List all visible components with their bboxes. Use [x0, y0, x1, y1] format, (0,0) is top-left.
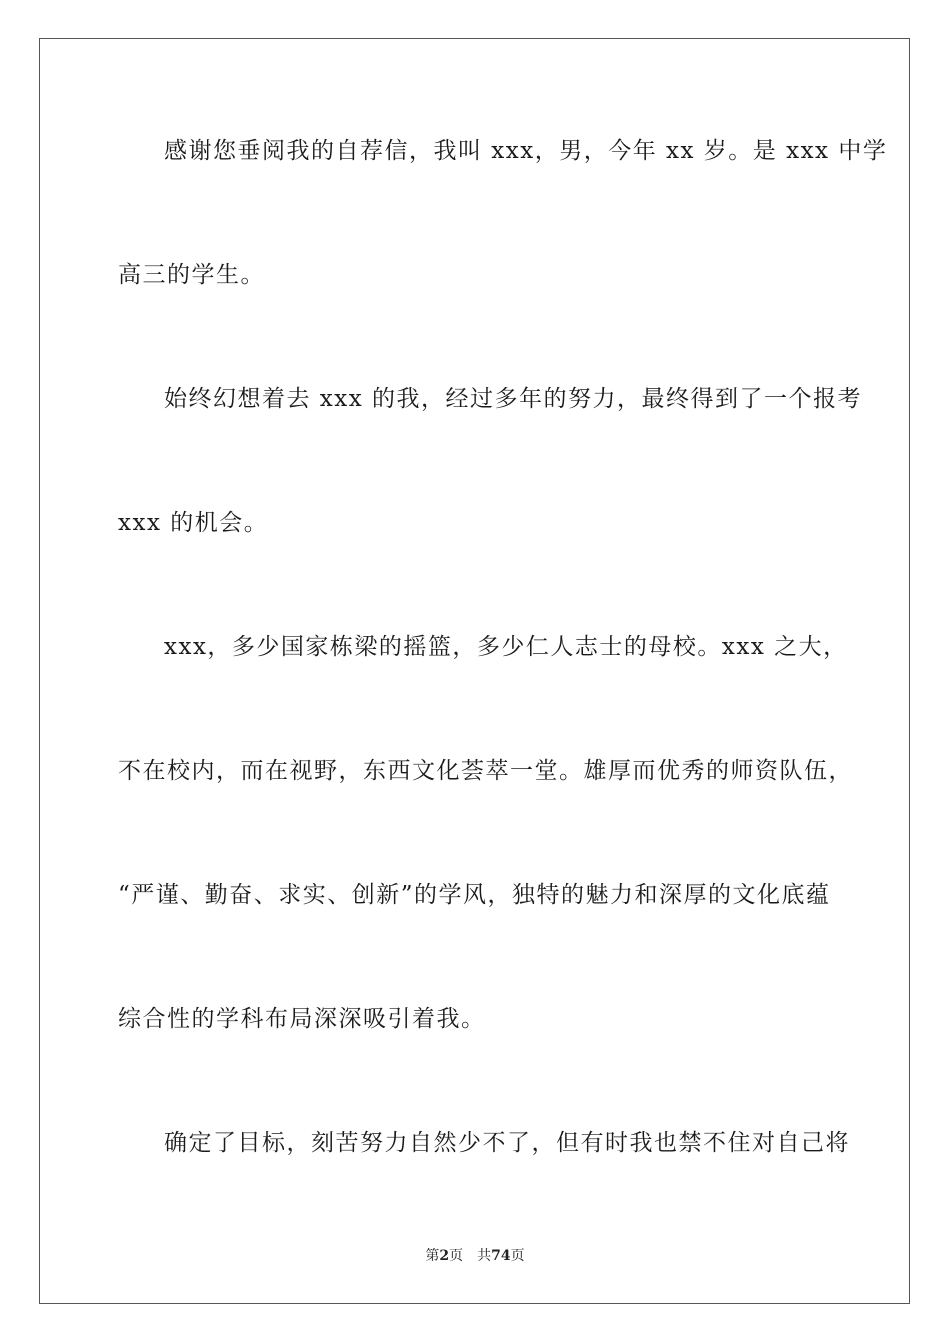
- paragraph-1-line-1: 感谢您垂阅我的自荐信，我叫 xxx，男，今年 xx 岁。是 xxx 中学: [164, 138, 888, 164]
- paragraph-4-line-1: 确定了目标，刻苦努力自然少不了，但有时我也禁不住对自己将: [164, 1130, 850, 1156]
- footer-page-number: 2: [439, 1248, 450, 1264]
- paragraph-3-line-4: 综合性的学科布局深深吸引着我。: [118, 1006, 486, 1032]
- footer-total-prefix: 共: [477, 1248, 492, 1264]
- footer-total-pages: 74: [491, 1248, 511, 1264]
- paragraph-3-line-2: 不在校内，而在视野，东西文化荟萃一堂。雄厚而优秀的师资队伍，: [118, 758, 853, 784]
- page-footer: [0, 1246, 950, 1266]
- paragraph-2-line-2: xxx 的机会。: [118, 510, 269, 536]
- paragraph-1-line-2: 高三的学生。: [118, 262, 265, 288]
- footer-page-prefix: 第: [425, 1248, 440, 1264]
- footer-page-suffix: 页: [449, 1248, 464, 1264]
- page-border: [39, 38, 910, 1304]
- paragraph-2-line-1: 始终幻想着去 xxx 的我，经过多年的努力，最终得到了一个报考: [164, 386, 863, 412]
- footer-total-suffix: 页: [510, 1248, 525, 1264]
- paragraph-3-line-1: xxx，多少国家栋梁的摇篮，多少仁人志士的母校。xxx 之大，: [164, 634, 848, 660]
- paragraph-3-line-3: “严谨、勤奋、求实、创新”的学风，独特的魅力和深厚的文化底蕴: [118, 882, 831, 908]
